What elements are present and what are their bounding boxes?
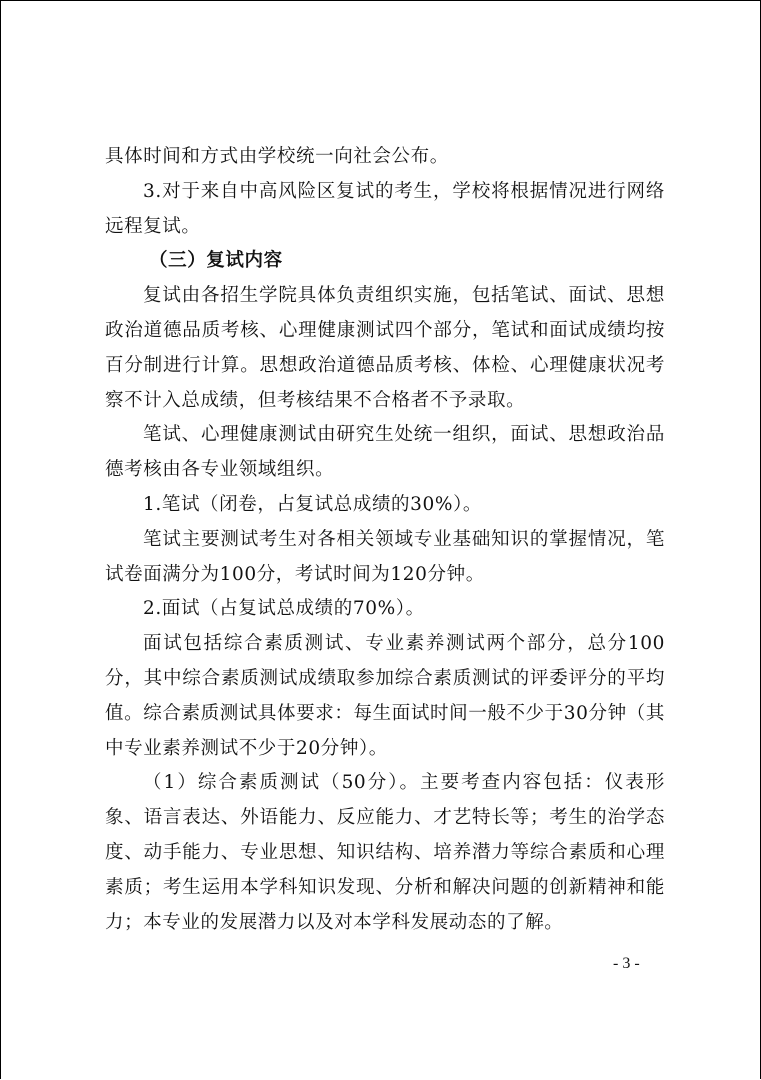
document-body: [105, 140, 665, 940]
paragraph-6: 笔试主要测试考生对各相关领域专业基础知识的掌握情况，笔试卷面满分为100分，考试时间为120分钟。: [105, 528, 665, 585]
paragraph-9: （1）综合素质测试（50分）。主要考查内容包括：仪表形象、语言表达、外语能力、反应能力、才艺特长等；考生的治学态度、动手能力、专业思想、知识结构、培养潜力等综合素质和心理素质；考生运用本学科知识发现、分析和解决问题的创新精神和能力；本专业的发展潜力以及对本学科发展动态的了解。: [105, 772, 665, 933]
paragraph-5: 1.笔试（闭卷，占复试总成绩的30%）。: [143, 493, 483, 515]
paragraph-7: 2.面试（占复试总成绩的70%）。: [143, 598, 425, 620]
paragraph-4: 笔试、心理健康测试由研究生处统一组织，面试、思想政治品德考核由各专业领域组织。: [105, 424, 665, 481]
section-heading: （三）复试内容: [149, 250, 283, 272]
paragraph-1: 具体时间和方式由学校统一向社会公布。: [105, 146, 449, 167]
paragraph-3: 复试由各招生学院具体负责组织实施，包括笔试、面试、思想政治道德品质考核、心理健康测试四个部分，笔试和面试成绩均按百分制进行计算。思想政治道德品质考核、体检、心理健康状况考察不计入总成绩，但考核结果不合格者不予录取。: [105, 285, 665, 411]
paragraph-8: 面试包括综合素质测试、专业素养测试两个部分，总分100分，其中综合素质测试成绩取参加综合素质测试的评委评分的平均值。综合素质测试具体要求：每生面试时间一般不少于30分钟（其中专业素养测试不少于20分钟）。: [105, 633, 665, 759]
page-number: - 3 -: [613, 955, 640, 972]
paragraph-2: 3.对于来自中高风险区复试的考生，学校将根据情况进行网络远程复试。: [105, 180, 665, 237]
